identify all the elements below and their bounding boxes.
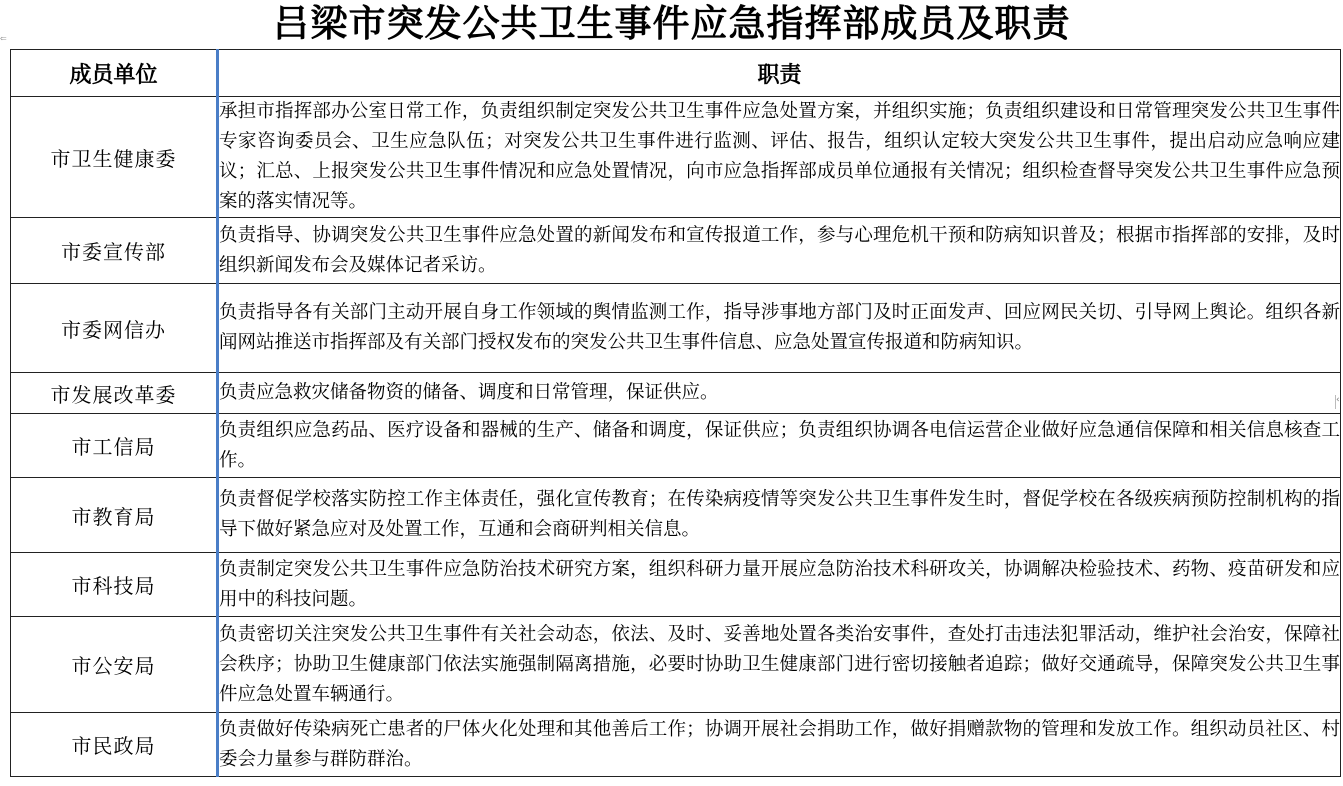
unit-cell[interactable]: 市卫生健康委 bbox=[11, 97, 218, 218]
unit-cell[interactable]: 市公安局 bbox=[11, 617, 218, 713]
duty-cell[interactable]: 负责组织应急药品、医疗设备和器械的生产、储备和调度，保证供应；负责组织协调各电信运营企业做好应急通信保障和相关信息核查工作。 bbox=[218, 414, 1341, 478]
table-row bbox=[11, 373, 1341, 414]
unit-cell[interactable]: 市发展改革委 bbox=[11, 373, 218, 414]
duty-cell[interactable]: 负责密切关注突发公共卫生事件有关社会动态，依法、及时、妥善地处置各类治安事件，查处打击违法犯罪活动，维护社会治安，保障社会秩序；协助卫生健康部门依法实施强制隔离措施，必要时协助卫生健康部门进行密切接触者追踪；做好交通疏导，保障突发公共卫生事件应急处置车辆通行。 bbox=[218, 617, 1341, 713]
unit-cell[interactable]: 市委网信办 bbox=[11, 284, 218, 373]
sheet-edge-marker: ⇐ bbox=[0, 34, 7, 43]
column-resize-handle[interactable]: ‹ bbox=[1335, 395, 1343, 409]
table-row bbox=[11, 284, 1341, 373]
unit-cell[interactable]: 市科技局 bbox=[11, 553, 218, 617]
duty-table bbox=[10, 49, 1341, 777]
duty-cell[interactable]: 负责指导各有关部门主动开展自身工作领域的舆情监测工作，指导涉事地方部门及时正面发声、回应网民关切、引导网上舆论。组织各新闻网站推送市指挥部及有关部门授权发布的突发公共卫生事件信息、应急处置宣传报道和防病知识。 bbox=[218, 284, 1341, 373]
table-row bbox=[11, 97, 1341, 218]
table-row bbox=[11, 478, 1341, 553]
table-row bbox=[11, 553, 1341, 617]
header-duty: 职责 bbox=[218, 50, 1341, 97]
table-header-row bbox=[11, 50, 1341, 97]
table-row bbox=[11, 414, 1341, 478]
unit-cell[interactable]: 市委宣传部 bbox=[11, 218, 218, 284]
duty-cell[interactable]: 负责做好传染病死亡患者的尸体火化处理和其他善后工作；协调开展社会捐助工作，做好捐赠款物的管理和发放工作。组织动员社区、村委会力量参与群防群治。 bbox=[218, 713, 1341, 777]
duty-cell[interactable]: 负责督促学校落实防控工作主体责任，强化宣传教育；在传染病疫情等突发公共卫生事件发生时，督促学校在各级疾病预防控制机构的指导下做好紧急应对及处置工作，互通和会商研判相关信息。 bbox=[218, 478, 1341, 553]
table-row bbox=[11, 617, 1341, 713]
duty-cell[interactable]: 负责制定突发公共卫生事件应急防治技术研究方案，组织科研力量开展应急防治技术科研攻关，协调解决检验技术、药物、疫苗研发和应用中的科技问题。 bbox=[218, 553, 1341, 617]
duty-cell[interactable]: 承担市指挥部办公室日常工作，负责组织制定突发公共卫生事件应急处置方案，并组织实施；负责组织建设和日常管理突发公共卫生事件专家咨询委员会、卫生应急队伍；对突发公共卫生事件进行监测、评估、报告，组织认定较大突发公共卫生事件，提出启动应急响应建议；汇总、上报突发公共卫生事件情况和应急处置情况，向市应急指挥部成员单位通报有关情况；组织检查督导突发公共卫生事件应急预案的落实情况等。 bbox=[218, 97, 1341, 218]
unit-cell[interactable]: 市教育局 bbox=[11, 478, 218, 553]
duty-cell[interactable]: 负责应急救灾储备物资的储备、调度和日常管理，保证供应。 bbox=[218, 373, 1341, 414]
page-title: 吕梁市突发公共卫生事件应急指挥部成员及职责 bbox=[272, 1, 1071, 45]
table-row bbox=[11, 218, 1341, 284]
unit-cell[interactable]: 市民政局 bbox=[11, 713, 218, 777]
table-row bbox=[11, 713, 1341, 777]
duty-cell[interactable]: 负责指导、协调突发公共卫生事件应急处置的新闻发布和宣传报道工作，参与心理危机干预和防病知识普及；根据市指挥部的安排，及时组织新闻发布会及媒体记者采访。 bbox=[218, 218, 1341, 284]
unit-cell[interactable]: 市工信局 bbox=[11, 414, 218, 478]
header-unit: 成员单位 bbox=[11, 50, 218, 97]
